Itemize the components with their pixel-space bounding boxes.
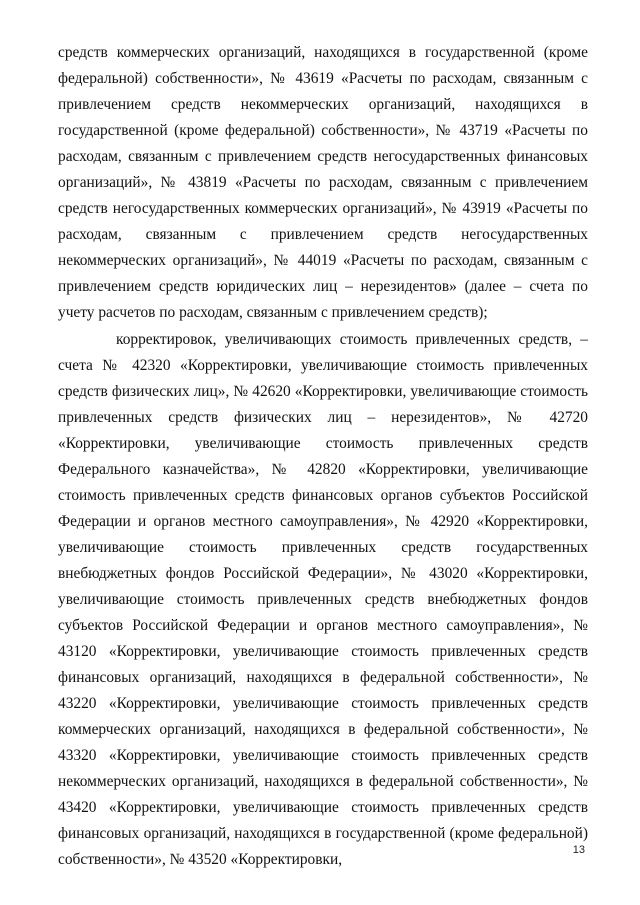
- document-body: [58, 40, 588, 874]
- paragraph-settlement-accounts: средств коммерческих организаций, находящихся в государственной (кроме федеральной) собственности», № 43619 «Расчеты по расходам, связанным с привлечением средств некоммерческих организаций, находящихся в государственной (кроме федеральной) собственности», № 43719 «Расчеты по расходам, связанным с привлечением средств негосударственных финансовых организаций», № 43819 «Расчеты по расходам, связанным с привлечением средств негосударственных коммерческих организаций», № 43919 «Расчеты по расходам, связанным с привлечением средств негосударственных некоммерческих организаций», № 44019 «Расчеты по расходам, связанным с привлечением средств юридических лиц – нерезидентов» (далее – счета по учету расчетов по расходам, связанным с привлечением средств);: [58, 44, 588, 322]
- page-number: 13: [572, 844, 585, 856]
- paragraph-cost-adjustments: корректировок, увеличивающих стоимость привлеченных средств, – счета № 42320 «Корректировки, увеличивающие стоимость привлеченных средств физических лиц», № 42620 «Корректировки, увеличивающие стоимость привлеченных средств физических лиц – нерезидентов», № 42720 «Корректировки, увеличивающие стоимость привлеченных средств Федерального казначейства», № 42820 «Корректировки, увеличивающие стоимость привлеченных средств финансовых органов субъектов Российской Федерации и органов местного самоуправления», № 42920 «Корректировки, увеличивающие стоимость привлеченных средств государственных внебюджетных фондов Российской Федерации», № 43020 «Корректировки, увеличивающие стоимость привлеченных средств внебюджетных фондов субъектов Российской Федерации и органов местного самоуправления», № 43120 «Корректировки, увеличивающие стоимость привлеченных средств финансовых организаций, находящихся в федеральной собственности», № 43220 «Корректировки, увеличивающие стоимость привлеченных средств коммерческих организаций, находящихся в федеральной собственности», № 43320 «Корректировки, увеличивающие стоимость привлеченных средств некоммерческих организаций, находящихся в федеральной собственности», № 43420 «Корректировки, увеличивающие стоимость привлеченных средств финансовых организаций, находящихся в государственной (кроме федеральной) собственности», № 43520 «Корректировки,: [58, 330, 588, 869]
